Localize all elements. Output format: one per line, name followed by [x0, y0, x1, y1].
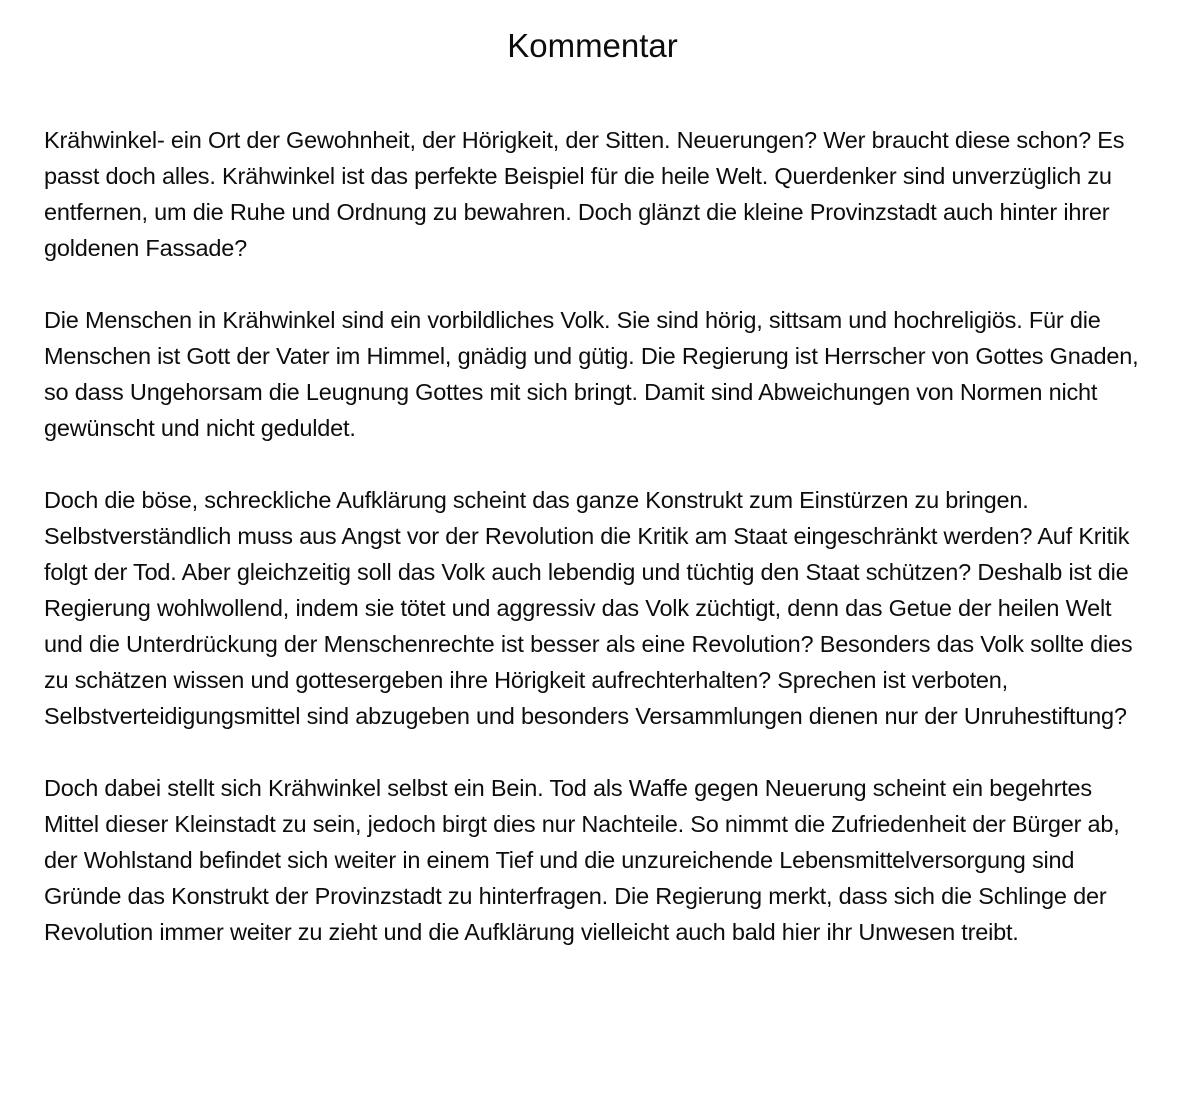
document-title: Kommentar	[507, 27, 678, 64]
document-body	[0, 122, 1185, 950]
paragraph-aufklaerung: Doch die böse, schreckliche Aufklärung scheint das ganze Konstrukt zum Einstürzen zu bringen. Selbstverständlich muss aus Angst vor der Revolution die Kritik am Staat eingeschränkt werden? Auf Kritik folgt der Tod. Aber gleichzeitig soll das Volk auch lebendig und tüchtig den Staat schützen? Deshalb ist die Regierung wohlwollend, indem sie tötet und aggressiv das Volk züchtigt, denn das Getue der heilen Welt und die Unterdrückung der Menschenrechte ist besser als eine Revolution? Besonders das Volk sollte dies zu schätzen wissen und gottesergeben ihre Hörigkeit aufrechterhalten? Sprechen ist verboten, Selbstverteidigungsmittel sind abzugeben und besonders Versammlungen dienen nur der Unruhestiftung?	[44, 487, 1133, 729]
paragraph-schluss: Doch dabei stellt sich Krähwinkel selbst ein Bein. Tod als Waffe gegen Neuerung scheint ein begehrtes Mittel dieser Kleinstadt zu sein, jedoch birgt dies nur Nachteile. So nimmt die Zufriedenheit der Bürger ab, der Wohlstand befindet sich weiter in einem Tief und die unzureichende Lebensmittelversorgung sind Gründe das Konstrukt der Provinzstadt zu hinterfragen. Die Regierung merkt, dass sich die Schlinge der Revolution immer weiter zu zieht und die Aufklärung vielleicht auch bald hier ihr Unwesen treibt.	[44, 775, 1120, 945]
paragraph-volk: Die Menschen in Krähwinkel sind ein vorbildliches Volk. Sie sind hörig, sittsam und hochreligiös. Für die Menschen ist Gott der Vater im Himmel, gnädig und gütig. Die Regierung ist Herrscher von Gottes Gnaden, so dass Ungehorsam die Leugnung Gottes mit sich bringt. Damit sind Abweichungen von Normen nicht gewünscht und nicht geduldet.	[44, 307, 1139, 441]
paragraph-intro: Krähwinkel- ein Ort der Gewohnheit, der Hörigkeit, der Sitten. Neuerungen? Wer braucht diese schon? Es passt doch alles. Krähwinkel ist das perfekte Beispiel für die heile Welt. Querdenker sind unverzüglich zu entfernen, um die Ruhe und Ordnung zu bewahren. Doch glänzt die kleine Provinzstadt auch hinter ihrer goldenen Fassade?	[44, 127, 1125, 261]
